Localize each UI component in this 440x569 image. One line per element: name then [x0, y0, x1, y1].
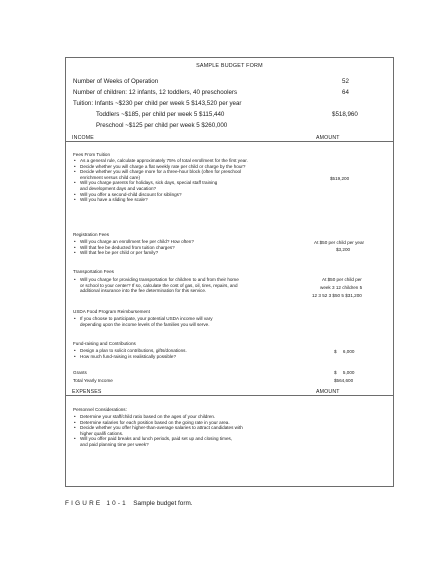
- figure-text: Sample budget form.: [133, 500, 193, 507]
- registration-title: Registration Fees: [73, 232, 110, 237]
- fees-tuition-list: [73, 158, 248, 203]
- expenses-header: [66, 391, 393, 397]
- list-item: additional insurance into the fee determination for this service.: [80, 288, 207, 294]
- transportation-list: [73, 277, 239, 294]
- fees-tuition-amount: $519,200: [330, 176, 350, 181]
- tuition-total: $518,960: [332, 111, 358, 118]
- list-item: • Determine your staff/child ratio based on the ages of your children.: [73, 414, 243, 420]
- list-item: • Will you charge an enrollment fee per child? How often?: [73, 239, 194, 245]
- transportation-title: Transportation Fees: [73, 269, 114, 274]
- usda-title: USDA Food Program Reimbursement: [73, 309, 150, 314]
- transportation-amount-3: 12 3 52 3 $50 5 $31,200: [312, 293, 362, 298]
- transportation-amount-1: At $50 per child per: [322, 277, 362, 282]
- list-item: • Will you offer paid breaks and lunch periods, paid set up and closing times,: [73, 436, 243, 442]
- income-header: [66, 137, 393, 143]
- list-item: • How much fund-raising is realistically possible?: [73, 354, 187, 360]
- income-header-amount: AMOUNT: [316, 135, 340, 141]
- usda-list: [73, 316, 213, 327]
- registration-amount-2: $3,200: [336, 247, 351, 252]
- fundraising-title: Fund-raising and Contributions: [73, 341, 136, 346]
- weeks-label: Number of Weeks of Operation: [73, 78, 159, 85]
- list-item: and paid planning time per week?: [80, 441, 149, 447]
- list-item: enrichment versus child care): [80, 174, 140, 180]
- fees-tuition-title: Fees From Tuition: [73, 152, 111, 157]
- registration-amount-1: At $50 per child per year: [314, 240, 365, 245]
- figure-number: FIGURE 10-1: [65, 500, 128, 507]
- total-income-label: Total Yearly Income: [73, 378, 113, 383]
- list-item: depending upon the income levels of the families you will serve.: [80, 321, 210, 327]
- form-title: SAMPLE BUDGET FORM: [196, 63, 263, 69]
- fundraising-list: [73, 348, 187, 359]
- list-item: • Design a plan to solicit contributions, gifts/donations.: [73, 348, 187, 354]
- list-item: higher qualifi cations.: [80, 430, 124, 436]
- grants-amount: $ 5,000: [334, 370, 355, 375]
- expenses-header-rule: [66, 395, 393, 396]
- tuition-infants: Tuition: Infants ~$230 per child per week 5 $143,520 per year: [73, 100, 242, 107]
- personnel-list: [73, 414, 243, 448]
- total-income-amount: $564,600: [334, 378, 354, 383]
- expenses-header-label: EXPENSES: [72, 389, 102, 395]
- registration-list: [73, 239, 194, 256]
- income-header-rule: [66, 141, 393, 142]
- expenses-header-amount: AMOUNT: [316, 389, 340, 395]
- list-item: • Will that fee be per child or per family?: [73, 250, 194, 256]
- list-item: • Will you charge parents for holidays, sick days, special staff training: [73, 180, 248, 186]
- fundraising-amount: $ 6,000: [334, 349, 355, 354]
- list-item: and development days and vacation?: [80, 185, 157, 191]
- list-item: • Decide whether you will charge more for a three-hour block (often for preschool: [73, 169, 248, 175]
- list-item: or school to your center? If so, calculate the cost of gas, oil, tires, repairs, and: [80, 282, 238, 288]
- children-value: 64: [342, 89, 349, 96]
- children-label: Number of children: 12 infants, 12 toddlers, 40 preschoolers: [73, 89, 238, 96]
- list-item: • Will you charge for providing transportation for children to and from their home: [73, 277, 239, 283]
- list-item: • Will you have a sliding fee scale?: [73, 197, 248, 203]
- tuition-toddlers: Toddlers ~$185, per child per week 5 $115,440: [96, 111, 225, 118]
- list-item: • If you choose to participate, your potential USDA income will vary: [73, 316, 213, 322]
- tuition-preschool: Preschool ~$125 per child per week 5 $260,000: [96, 122, 228, 129]
- budget-form: [65, 57, 394, 487]
- list-item: • Will you offer a second-child discount for siblings?: [73, 192, 248, 198]
- weeks-value: 52: [342, 78, 349, 85]
- list-item: • Will that fee be deducted from tuition charges?: [73, 245, 194, 251]
- list-item: • Decide whether you offer higher-than-average salaries to attract candidates with: [73, 425, 243, 431]
- list-item: • Determine salaries for each position based on the going rate in your area.: [73, 420, 243, 426]
- list-item: • As a general rule, calculate approximately 75% of total enrollment for the first year.: [73, 158, 248, 164]
- personnel-title: Personnel Considerations:: [73, 407, 127, 412]
- income-header-label: INCOME: [72, 135, 94, 141]
- transportation-amount-2: week 3 12 children 5: [320, 285, 363, 290]
- grants-label: Grants: [73, 370, 87, 375]
- figure-caption: [65, 500, 193, 507]
- list-item: • Decide whether you will charge a flat weekly rate per child or charge by the hour?: [73, 164, 248, 170]
